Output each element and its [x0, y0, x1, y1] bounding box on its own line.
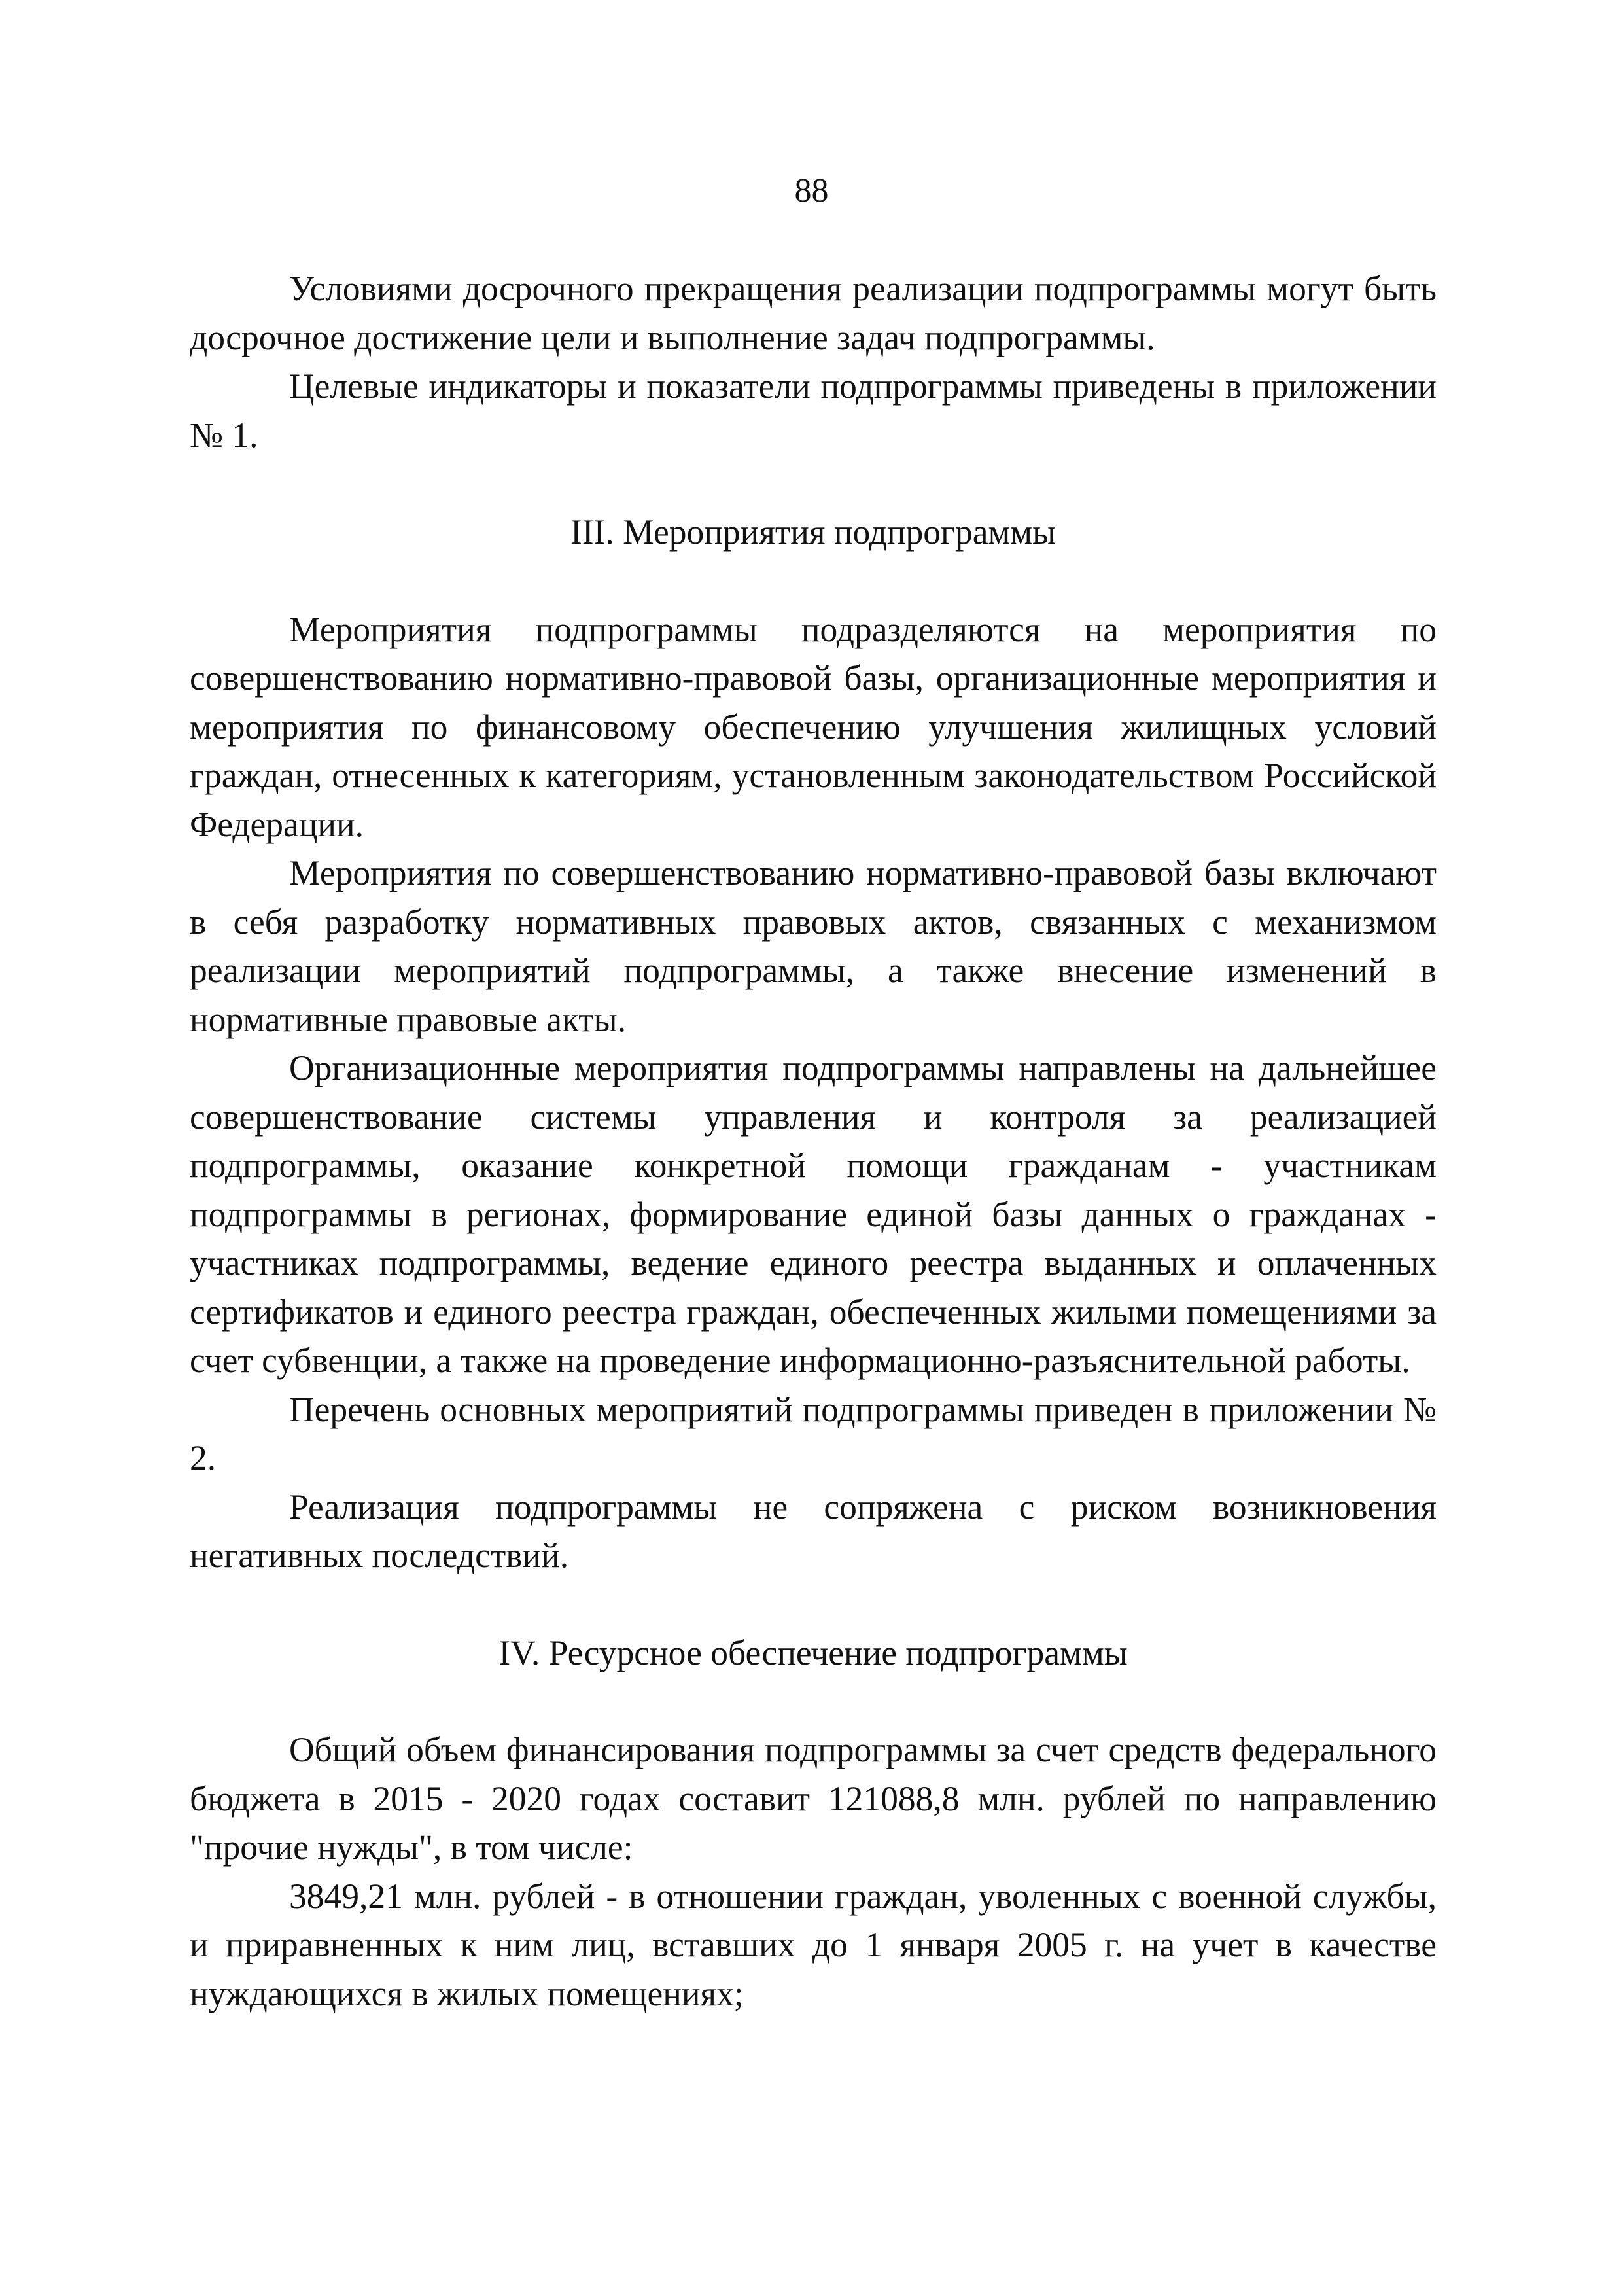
- paragraph-funding-veterans: 3849,21 млн. рублей - в отношении граждан, уволенных с военной службы, и приравненных к ним лиц, вставших до 1 января 2005 г. на учет в качестве нуждающихся в жилых помещениях;: [190, 1876, 1437, 2013]
- paragraph-target-indicators: Целевые индикаторы и показатели подпрограммы приведены в приложении № 1.: [190, 366, 1437, 455]
- paragraph-total-funding: Общий объем финансирования подпрограммы за счет средств федерального бюджета в 2015 - 2020 годах составит 121088,8 млн. рублей по направлению "прочие нужды", в том числе:: [190, 1730, 1437, 1867]
- section-heading-resources: IV. Ресурсное обеспечение подпрограммы: [498, 1633, 1128, 1672]
- document-body: [190, 264, 1437, 2018]
- paragraph-early-termination: Условиями досрочного прекращения реализации подпрограммы могут быть досрочное достижение цели и выполнение задач подпрограммы.: [190, 269, 1437, 357]
- paragraph-activities-division: Мероприятия подпрограммы подразделяются на мероприятия по совершенствованию нормативно-правовой базы, организационные мероприятия и мероприятия по финансовому обеспечению улучшения жилищных условий граждан, отнесенных к категориям, установленным законодательством Российской Федерации.: [190, 609, 1437, 844]
- section-heading-activities: III. Мероприятия подпрограммы: [570, 512, 1056, 552]
- paragraph-legal-framework: Мероприятия по совершенствованию нормативно-правовой базы включают в себя разработку нормативных правовых актов, связанных с механизмом реализации мероприятий подпрограммы, а также внесение изменений в нормативные правовые акты.: [190, 853, 1437, 1039]
- paragraph-organizational-activities: Организационные мероприятия подпрограммы направлены на дальнейшее совершенствование системы управления и контроля за реализацией подпрограммы, оказание конкретной помощи гражданам - участникам подпрограммы в регионах, формирование единой базы данных о гражданах - участниках подпрограммы, ведение единого реестра выданных и оплаченных сертификатов и единого реестра граждан, обеспеченных жилыми помещениями за счет субвенции, а также на проведение информационно-разъяснительной работы.: [190, 1048, 1437, 1380]
- paragraph-activities-list: Перечень основных мероприятий подпрограммы приведен в приложении № 2.: [190, 1389, 1437, 1477]
- paragraph-risk: Реализация подпрограммы не сопряжена с риском возникновения негативных последствий.: [190, 1487, 1437, 1575]
- page-number: 88: [794, 172, 829, 209]
